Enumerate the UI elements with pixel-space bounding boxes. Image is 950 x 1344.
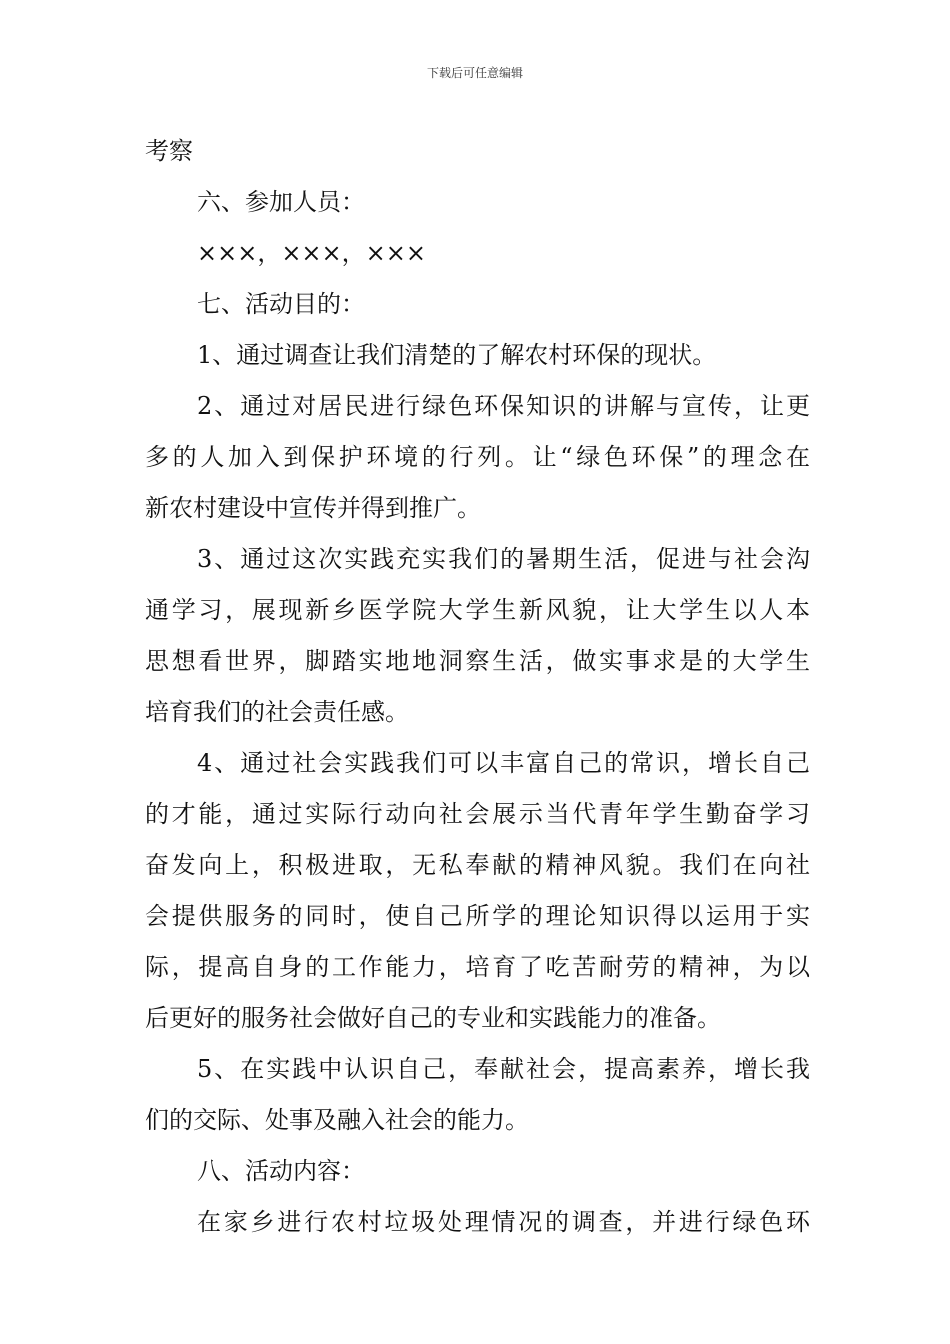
text-line: 1、通过调查让我们清楚的了解农村环保的现状。 (197, 341, 717, 369)
text-line: 后更好的服务社会做好自己的专业和实践能力的准备。 (145, 1004, 721, 1032)
text-line: 在家乡进行农村垃圾处理情况的调查，并进行绿色环 (197, 1208, 810, 1236)
text-line: 七、活动目的： (197, 290, 365, 318)
document-body (145, 126, 810, 1248)
text-line: 的才能，通过实际行动向社会展示当代青年学生勤奋学习 (145, 800, 810, 828)
text-line: 们的交际、处事及融入社会的能力。 (145, 1106, 529, 1134)
text-line: ×××，×××，××× (197, 239, 426, 267)
text-line: 培育我们的社会责任感。 (145, 698, 409, 726)
page-header-note: 下载后可任意编辑 (426, 66, 523, 80)
text-line: 奋发向上，积极进取，无私奉献的精神风貌。我们在向社 (145, 851, 810, 879)
text-line: 5、在实践中认识自己，奉献社会，提高素养，增长我 (197, 1055, 810, 1083)
text-line: 新农村建设中宣传并得到推广。 (145, 494, 481, 522)
text-line: 通学习，展现新乡医学院大学生新风貌，让大学生以人本 (145, 596, 810, 624)
text-line: 2、通过对居民进行绿色环保知识的讲解与宣传，让更 (197, 392, 810, 420)
text-line: 际，提高自身的工作能力，培育了吃苦耐劳的精神，为以 (145, 953, 810, 981)
text-line: 考察 (145, 137, 193, 165)
text-line: 会提供服务的同时，使自己所学的理论知识得以运用于实 (145, 902, 810, 930)
text-line: 4、通过社会实践我们可以丰富自己的常识，增长自己 (197, 749, 810, 777)
text-line: 多的人加入到保护环境的行列。让“绿色环保”的理念在 (145, 443, 810, 471)
text-line: 思想看世界，脚踏实地地洞察生活，做实事求是的大学生 (145, 647, 810, 675)
text-line: 3、通过这次实践充实我们的暑期生活，促进与社会沟 (197, 545, 810, 573)
text-line: 六、参加人员： (197, 188, 365, 216)
text-line: 八、活动内容： (197, 1157, 365, 1185)
